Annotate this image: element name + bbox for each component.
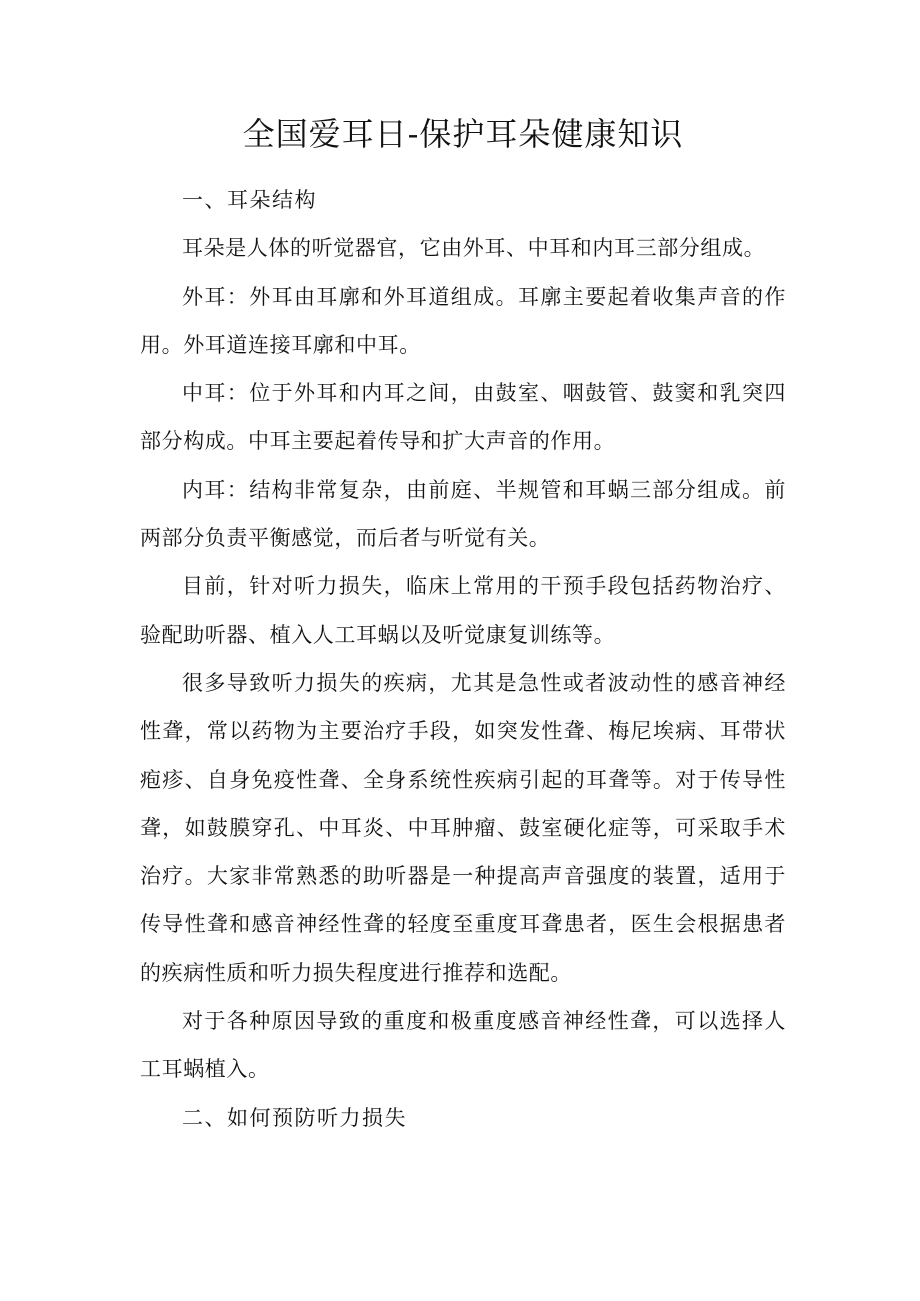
paragraph-cochlear-implant: 对于各种原因导致的重度和极重度感音神经性聋，可以选择人工耳蜗植入。 <box>140 1009 786 1082</box>
paragraph-outer-ear: 外耳：外耳由耳廓和外耳道组成。耳廓主要起着收集声音的作用。外耳道连接耳廓和中耳。 <box>140 284 786 357</box>
paragraph-middle-ear: 中耳：位于外耳和内耳之间，由鼓室、咽鼓管、鼓窦和乳突四部分构成。中耳主要起着传导和扩大声音的作用。 <box>140 381 786 454</box>
section-heading-prevention: 二、如何预防听力损失 <box>182 1105 407 1130</box>
paragraph-interventions: 目前，针对听力损失，临床上常用的干预手段包括药物治疗、验配助听器、植入人工耳蜗以及听觉康复训练等。 <box>140 574 786 647</box>
section-heading-ear-structure: 一、耳朵结构 <box>182 188 317 212</box>
paragraph-ear-overview: 耳朵是人体的听觉器官，它由外耳、中耳和内耳三部分组成。 <box>182 236 766 261</box>
paragraph-inner-ear: 内耳：结构非常复杂，由前庭、半规管和耳蜗三部分组成。前两部分负责平衡感觉，而后者与听觉有关。 <box>140 477 786 551</box>
document-title: 全国爱耳日-保护耳朵健康知识 <box>242 115 684 153</box>
paragraph-treatments: 很多导致听力损失的疾病，尤其是急性或者波动性的感音神经性聋，常以药物为主要治疗手段，如突发性聋、梅尼埃病、耳带状疱疹、自身免疫性聋、全身系统性疾病引起的耳聋等。对于传导性聋，如鼓膜穿孔、中耳炎、中耳肿瘤、鼓室硬化症等，可采取手术治疗。大家非常熟悉的助听器是一种提高声音强度的装置，适用于传导性聋和感音神经性聋的轻度至重度耳聋患者，医生会根据患者的疾病性质和听力损失程度进行推荐和选配。 <box>140 670 786 985</box>
